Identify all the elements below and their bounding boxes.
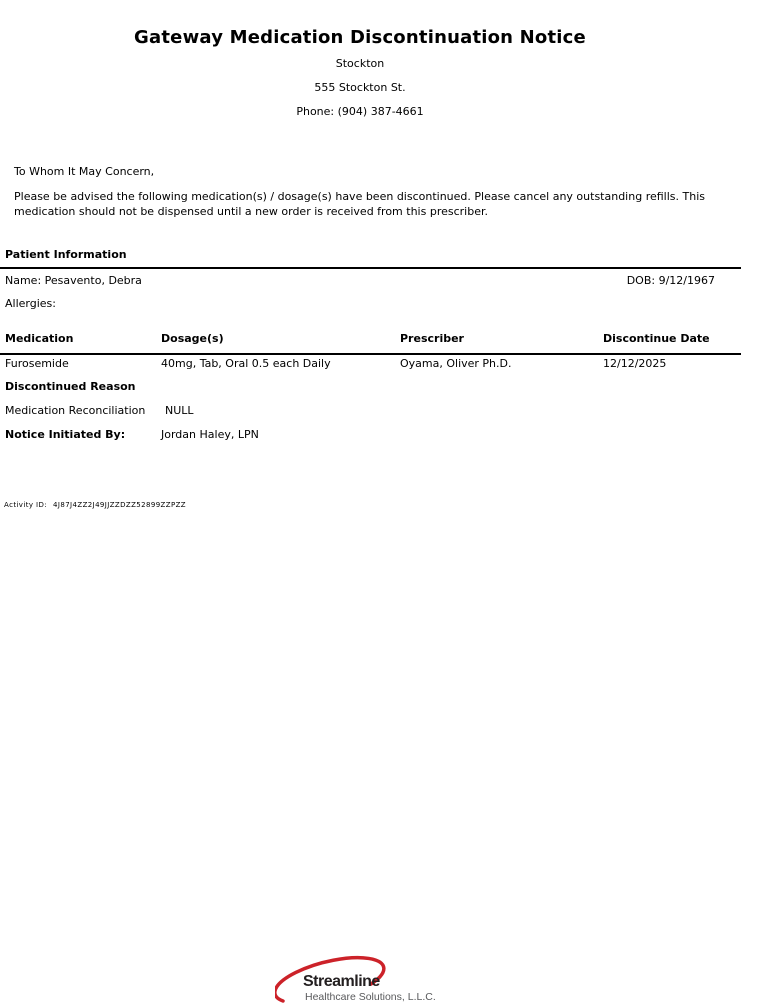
column-header-medication: Medication	[5, 332, 74, 345]
column-header-dosage: Dosage(s)	[161, 332, 224, 345]
streamline-logo-subtitle: Healthcare Solutions, L.L.C.	[305, 991, 436, 1003]
activity-id-line	[4, 501, 186, 509]
patient-dob-value: 9/12/1967	[658, 274, 715, 287]
page-title: Gateway Medication Discontinuation Notice	[134, 27, 586, 48]
salutation: To Whom It May Concern,	[14, 165, 155, 178]
facility-name: Stockton	[335, 57, 385, 70]
table-header-divider	[0, 353, 741, 355]
streamline-logo	[275, 948, 455, 1008]
patient-dob-label: DOB:	[626, 274, 656, 287]
patient-name-label: Name:	[5, 274, 42, 287]
notice-paragraph: Please be advised the following medication(s) / dosage(s) have been discontinued. Please cancel any outstanding refills. This medication should not be dispensed until a new order is received from this prescriber.	[14, 190, 705, 218]
facility-phone: Phone: (904) 387-4661	[296, 105, 424, 118]
streamline-logo-name: Streamline	[303, 973, 380, 990]
discontinued-reason-value: NULL	[165, 404, 194, 417]
facility-address: 555 Stockton St.	[314, 81, 406, 94]
activity-id-value: 4J87J4ZZ2J49JJZZDZZ52899ZZPZZ	[53, 501, 186, 509]
cell-prescriber: Oyama, Oliver Ph.D.	[400, 357, 512, 370]
patient-name	[5, 274, 142, 287]
notice-initiated-by-value: Jordan Haley, LPN	[161, 428, 259, 441]
activity-id-label: Activity ID:	[4, 501, 48, 509]
patient-allergies	[5, 297, 56, 310]
patient-dob	[627, 274, 715, 287]
notice-initiated-by-label: Notice Initiated By:	[5, 428, 126, 441]
patient-name-value: Pesavento, Debra	[44, 274, 142, 287]
discontinued-reason-text: Medication Reconciliation	[5, 404, 146, 417]
allergies-label: Allergies:	[5, 297, 56, 310]
patient-section-divider	[0, 267, 741, 269]
column-header-prescriber: Prescriber	[400, 332, 464, 345]
column-header-discontinue-date: Discontinue Date	[603, 332, 710, 345]
patient-information-heading: Patient Information	[5, 248, 127, 261]
cell-medication: Furosemide	[5, 357, 69, 370]
cell-discontinue-date: 12/12/2025	[603, 357, 667, 370]
discontinued-reason-heading: Discontinued Reason	[5, 380, 136, 393]
cell-dosage: 40mg, Tab, Oral 0.5 each Daily	[161, 357, 331, 370]
